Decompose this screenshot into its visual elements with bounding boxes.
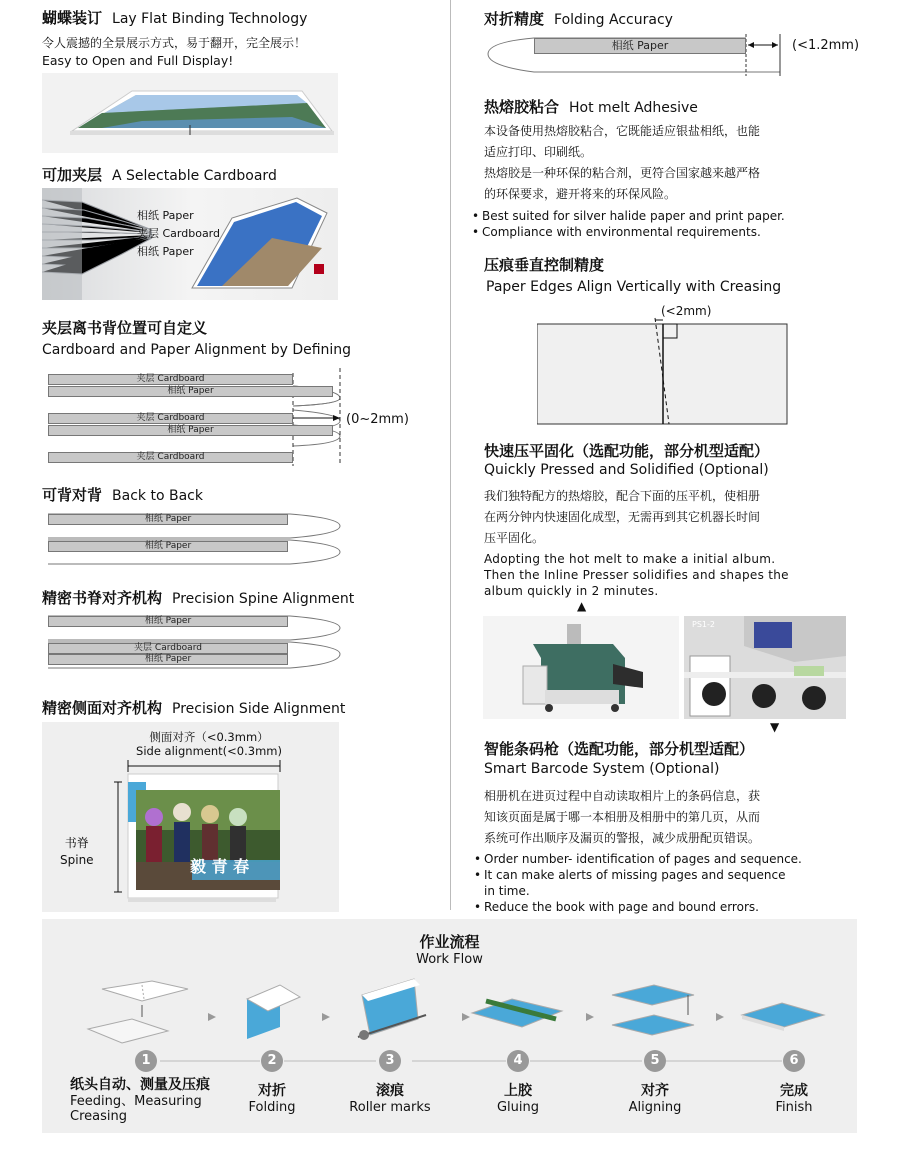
machine-label: PS1-2 [692, 620, 715, 629]
lay-flat-desc-zh: 令人震撼的全景展示方式，易于翻开，完全展示！ [42, 36, 307, 50]
hot-melt-desc: 本设备使用热熔胶粘合，它既能适应银盐相纸，也能 适应打印、印刷纸。 热熔胶是一种环保的粘合剂，更符合国家越来越严格 的环保要求，避开将来的环保风险。 [484, 124, 761, 201]
crease-tolerance: (<2mm) [661, 304, 712, 318]
lay-flat-photo [42, 73, 338, 153]
workflow-panel [42, 919, 857, 1133]
barcode-heading-en: Smart Barcode System (Optional) [484, 761, 720, 777]
folding-accuracy-heading: 对折精度 Folding Accuracy [484, 10, 673, 28]
crease-heading-en: Paper Edges Align Vertically with Creasing [486, 279, 782, 295]
crease-diagram [537, 302, 789, 426]
hot-melt-bullets [472, 208, 785, 240]
quick-press-desc-en: Adopting the hot melt to make a initial album. Then the Inline Presser solidifies and shapes the album quickly in 2 minutes. [484, 552, 789, 598]
barcode-bullets [474, 851, 802, 915]
folding-strip: 相纸 Paper [534, 38, 746, 54]
label-paper-bottom: 相纸 Paper [137, 245, 194, 258]
workflow-title: 作业流程 Work Flow [416, 933, 483, 967]
step-4-label: 上胶 Gluing [496, 1083, 540, 1115]
strip-paper-a: 相纸 Paper [48, 514, 288, 525]
step-2-number: 2 [261, 1050, 283, 1072]
alignment-diagram [40, 368, 450, 468]
label-paper-top: 相纸 Paper [137, 209, 194, 222]
strip-cardboard-2: 夹层 Cardboard [48, 413, 293, 424]
cover-text: 毅 青 春 [190, 857, 250, 876]
spine-alignment-diagram [40, 612, 350, 672]
column-divider [450, 0, 451, 910]
label-cardboard: 夹层 Cardboard [137, 227, 220, 240]
spine-alignment-heading: 精密书脊对齐机构 Precision Spine Alignment [42, 589, 355, 607]
barcode-bullet-3: • Reduce the book with page and bound errors. [474, 899, 802, 915]
hot-melt-bullet-2: • Compliance with environmental requirements. [472, 224, 785, 240]
strip-paper-d: 相纸 Paper [48, 654, 288, 665]
barcode-bullet-2: • It can make alerts of missing pages and sequence in time. [474, 867, 802, 899]
inline-presser-photo [684, 616, 846, 719]
quick-press-heading-zh: 快速压平固化（选配功能，部分机型适配） [484, 442, 770, 460]
gap-label: (0~2mm) [346, 412, 409, 427]
cardboard-labels [137, 207, 220, 261]
step-4-number: 4 [507, 1050, 529, 1072]
quick-press-desc-zh: 我们独特配方的热熔胶，配合下面的压平机，使相册 在两分钟内快速固化成型，无需再到其它机器长时间 压平固化。 [484, 489, 761, 545]
barcode-heading-zh: 智能条码枪（选配功能，部分机型适配） [484, 740, 755, 758]
lay-flat-desc-en: Easy to Open and Full Display! [42, 53, 234, 68]
step-6-label: 完成 Finish [775, 1083, 813, 1115]
step-3-label: 滚痕 Roller marks [349, 1083, 431, 1115]
back-to-back-heading: 可背对背 Back to Back [42, 486, 203, 504]
step-1-label: 纸头自动、测量及压痕 Feeding、Measuring Creasing [70, 1077, 210, 1124]
strip-cardboard-3: 夹层 Cardboard [48, 452, 293, 463]
down-arrow-icon: ▼ [770, 720, 780, 734]
quick-press-heading-en: Quickly Pressed and Solidified (Optional) [484, 462, 769, 478]
step-2-label: 对折 Folding [248, 1083, 296, 1115]
step-6-number: 6 [783, 1050, 805, 1072]
hot-melt-heading: 热熔胶粘合 Hot melt Adhesive [484, 98, 698, 116]
alignment-defining-heading-en: Cardboard and Paper Alignment by Defining [42, 342, 352, 358]
strip-paper-2: 相纸 Paper [48, 425, 333, 436]
step-5-label: 对齐 Aligning [628, 1083, 682, 1115]
crease-heading-zh: 压痕垂直控制精度 [484, 256, 605, 274]
hot-melt-bullet-1: • Best suited for silver halide paper and print paper. [472, 208, 785, 224]
up-arrow-icon: ▲ [577, 599, 587, 613]
step-5-number: 5 [644, 1050, 666, 1072]
strip-cardboard-c: 夹层 Cardboard [48, 643, 288, 654]
folding-accuracy-diagram [484, 32, 884, 80]
spine-label: 书脊 Spine [60, 836, 94, 867]
strip-paper-c: 相纸 Paper [48, 616, 288, 627]
lay-flat-heading: 蝴蝶装订 Lay Flat Binding Technology [42, 9, 308, 27]
cardboard-heading: 可加夹层 A Selectable Cardboard [42, 166, 277, 184]
back-to-back-diagram [40, 510, 350, 570]
strip-paper-b: 相纸 Paper [48, 541, 288, 552]
alignment-defining-heading-zh: 夹层离书背位置可自定义 [42, 319, 208, 337]
presser-photo [483, 616, 679, 719]
folding-tolerance: (<1.2mm) [792, 38, 860, 53]
side-alignment-figure [42, 722, 339, 912]
strip-paper-1: 相纸 Paper [48, 386, 333, 397]
strip-cardboard-1: 夹层 Cardboard [48, 374, 293, 385]
barcode-bullet-1: • Order number- identification of pages and sequence. [474, 851, 802, 867]
side-alignment-heading: 精密侧面对齐机构 Precision Side Alignment [42, 699, 346, 717]
step-1-number: 1 [135, 1050, 157, 1072]
side-alignment-label: 侧面对齐（<0.3mm） Side alignment(<0.3mm) [136, 730, 282, 758]
step-3-number: 3 [379, 1050, 401, 1072]
barcode-desc: 相册机在进页过程中自动读取相片上的条码信息，获 知该页面是属于哪一本相册及相册中的第几页，从而 系统可作出顺序及漏页的警报，减少成册配页错误。 [484, 789, 761, 845]
